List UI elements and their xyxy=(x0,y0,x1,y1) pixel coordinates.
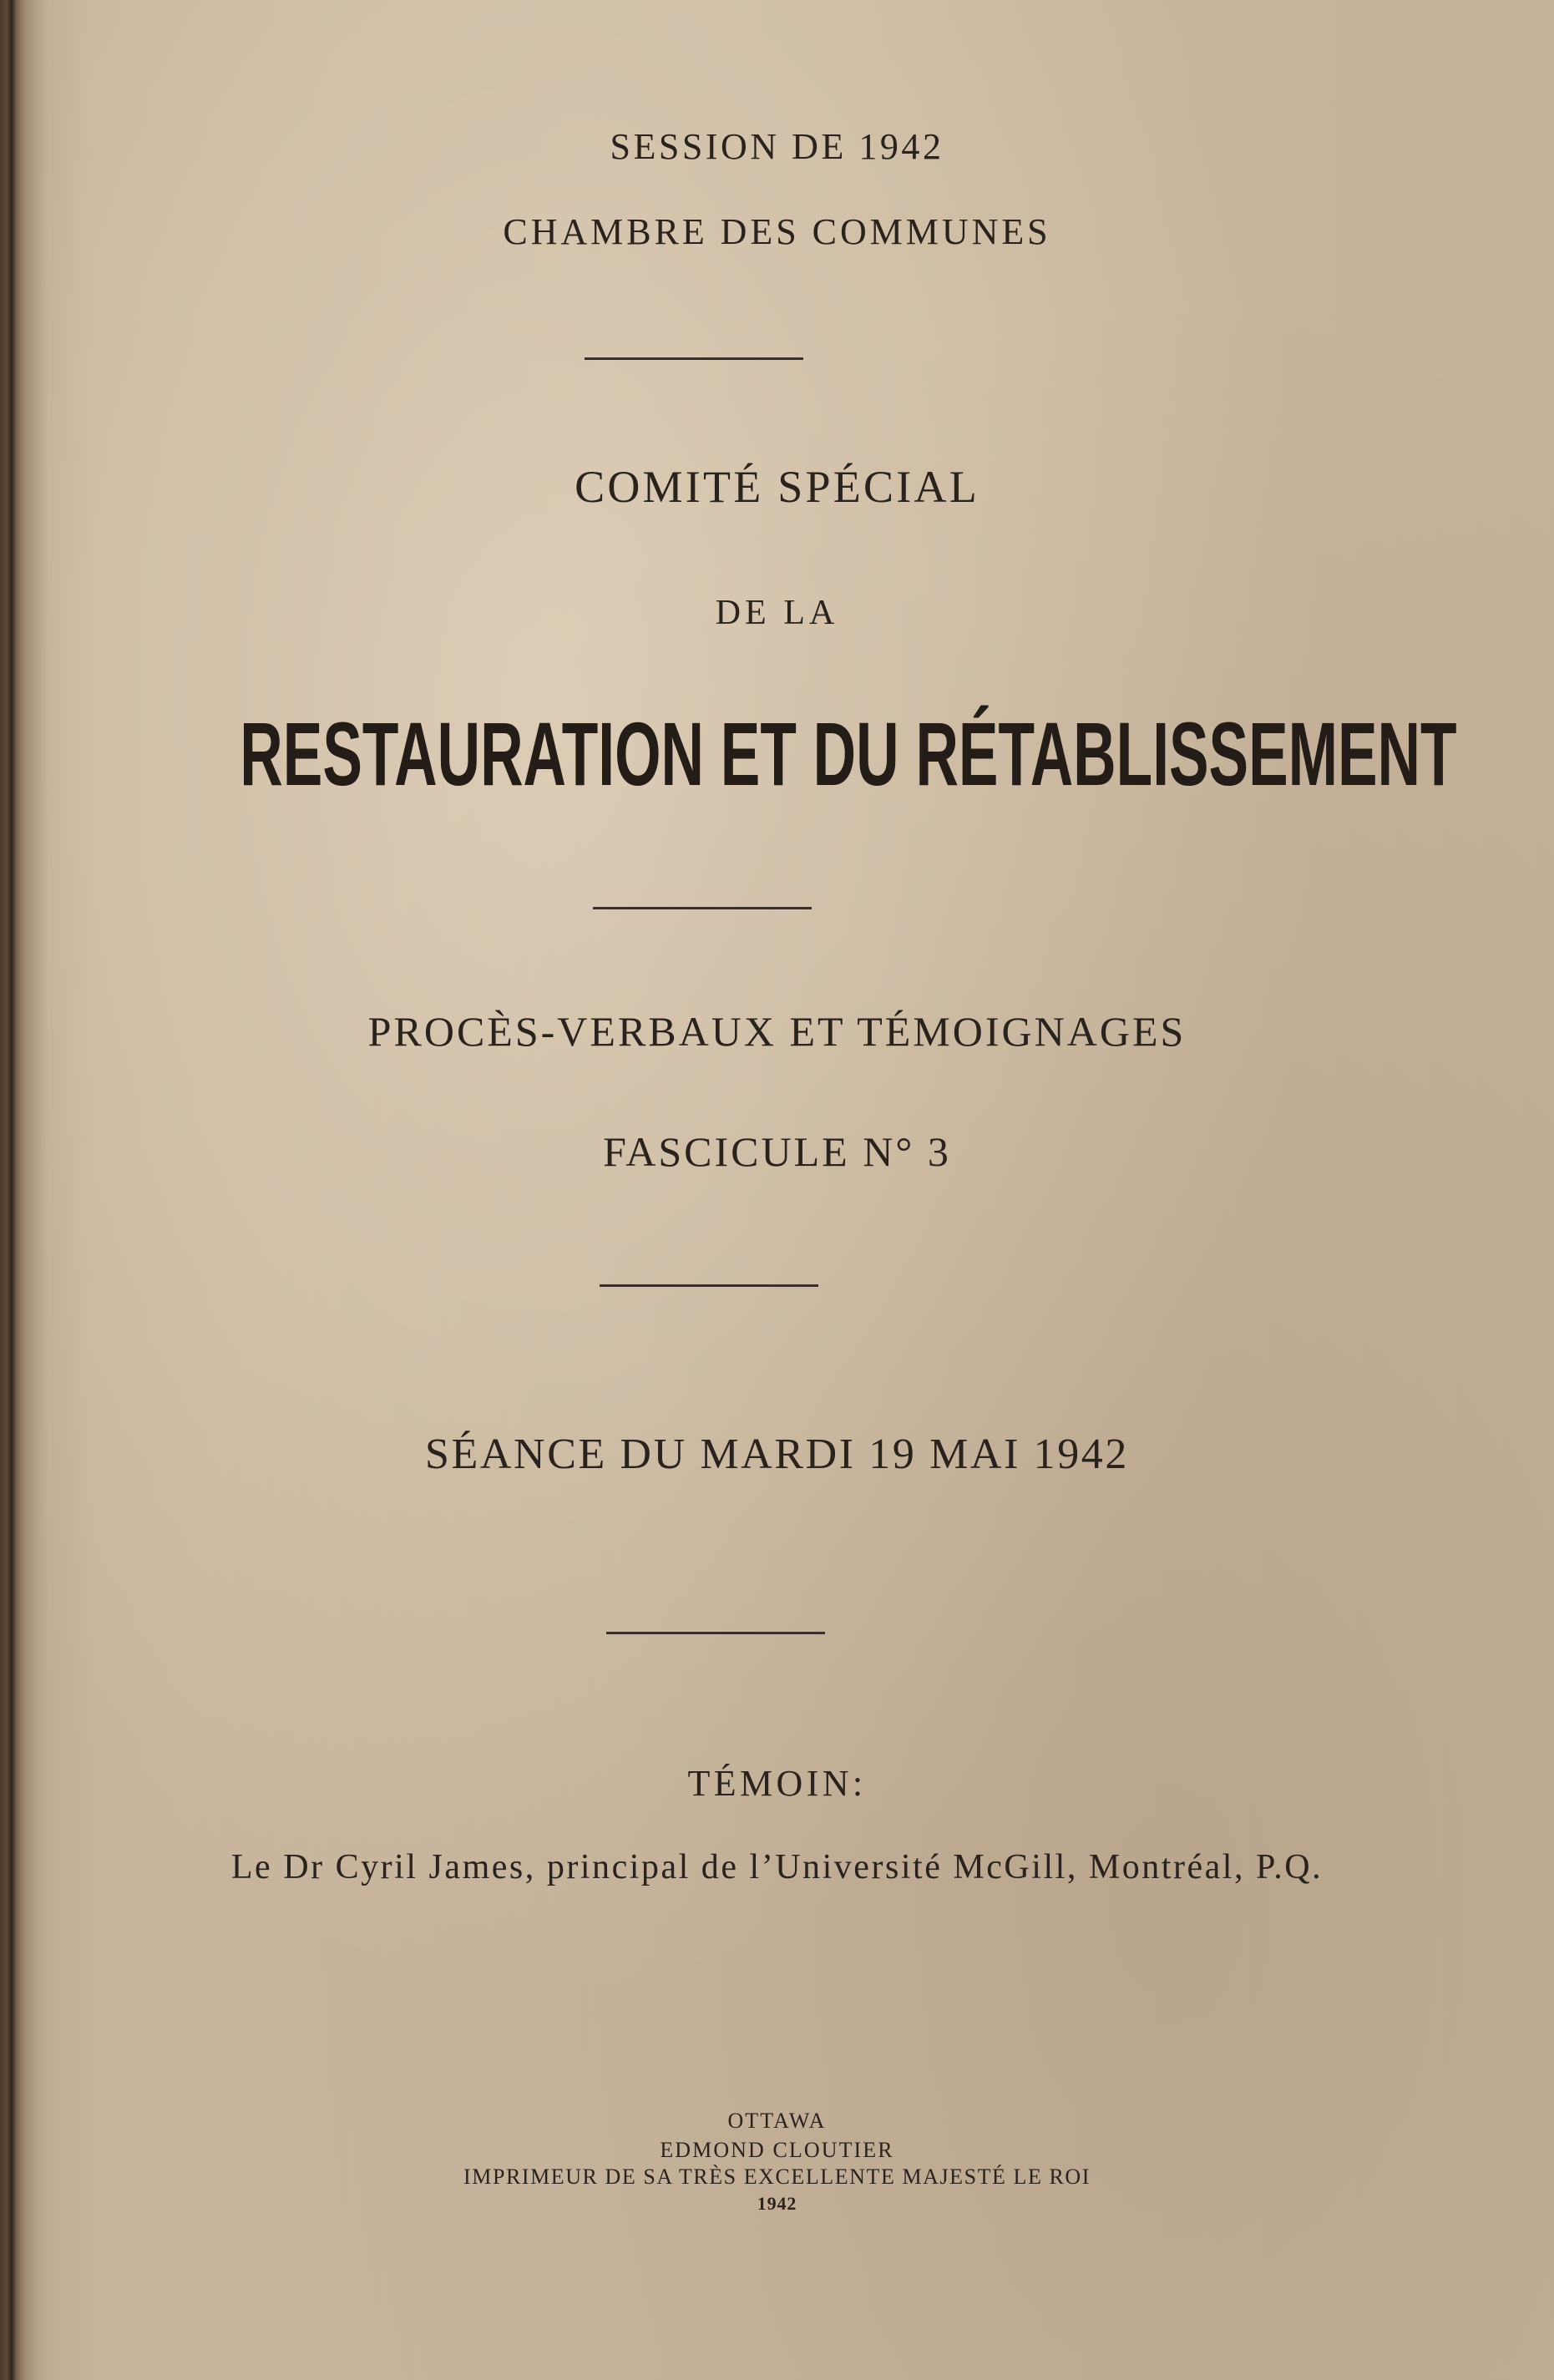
divider-rule xyxy=(593,907,812,909)
page-binding-edge xyxy=(0,0,48,2380)
committee-connector: DE LA xyxy=(715,594,839,632)
divider-rule xyxy=(600,1284,818,1287)
divider-rule xyxy=(585,357,803,360)
sitting-date: SÉANCE DU MARDI 19 MAI 1942 xyxy=(425,1431,1129,1478)
imprint-city: OTTAWA xyxy=(727,2109,827,2133)
session-line: SESSION DE 1942 xyxy=(610,126,944,167)
witness-name: Le Dr Cyril James, principal de l’Université McGill, Montréal, P.Q. xyxy=(230,1848,1324,1886)
imprint-printer-title: IMPRIMEUR DE SA TRÈS EXCELLENTE MAJESTÉ LE ROI xyxy=(463,2165,1091,2189)
divider-rule xyxy=(606,1632,825,1634)
witness-heading: TÉMOIN: xyxy=(687,1763,867,1804)
committee-title: RESTAURATION ET DU RÉTABLISSEMENT xyxy=(240,703,1457,804)
document-type: PROCÈS-VERBAUX ET TÉMOIGNAGES xyxy=(367,1008,1187,1055)
imprint-printer: EDMOND CLOUTIER xyxy=(660,2138,894,2162)
committee-heading: COMITÉ SPÉCIAL xyxy=(575,462,979,512)
fascicle-number: FASCICULE N° 3 xyxy=(603,1128,951,1175)
imprint-year: 1942 xyxy=(757,2193,797,2214)
house-name: CHAMBRE DES COMMUNES xyxy=(503,211,1051,252)
